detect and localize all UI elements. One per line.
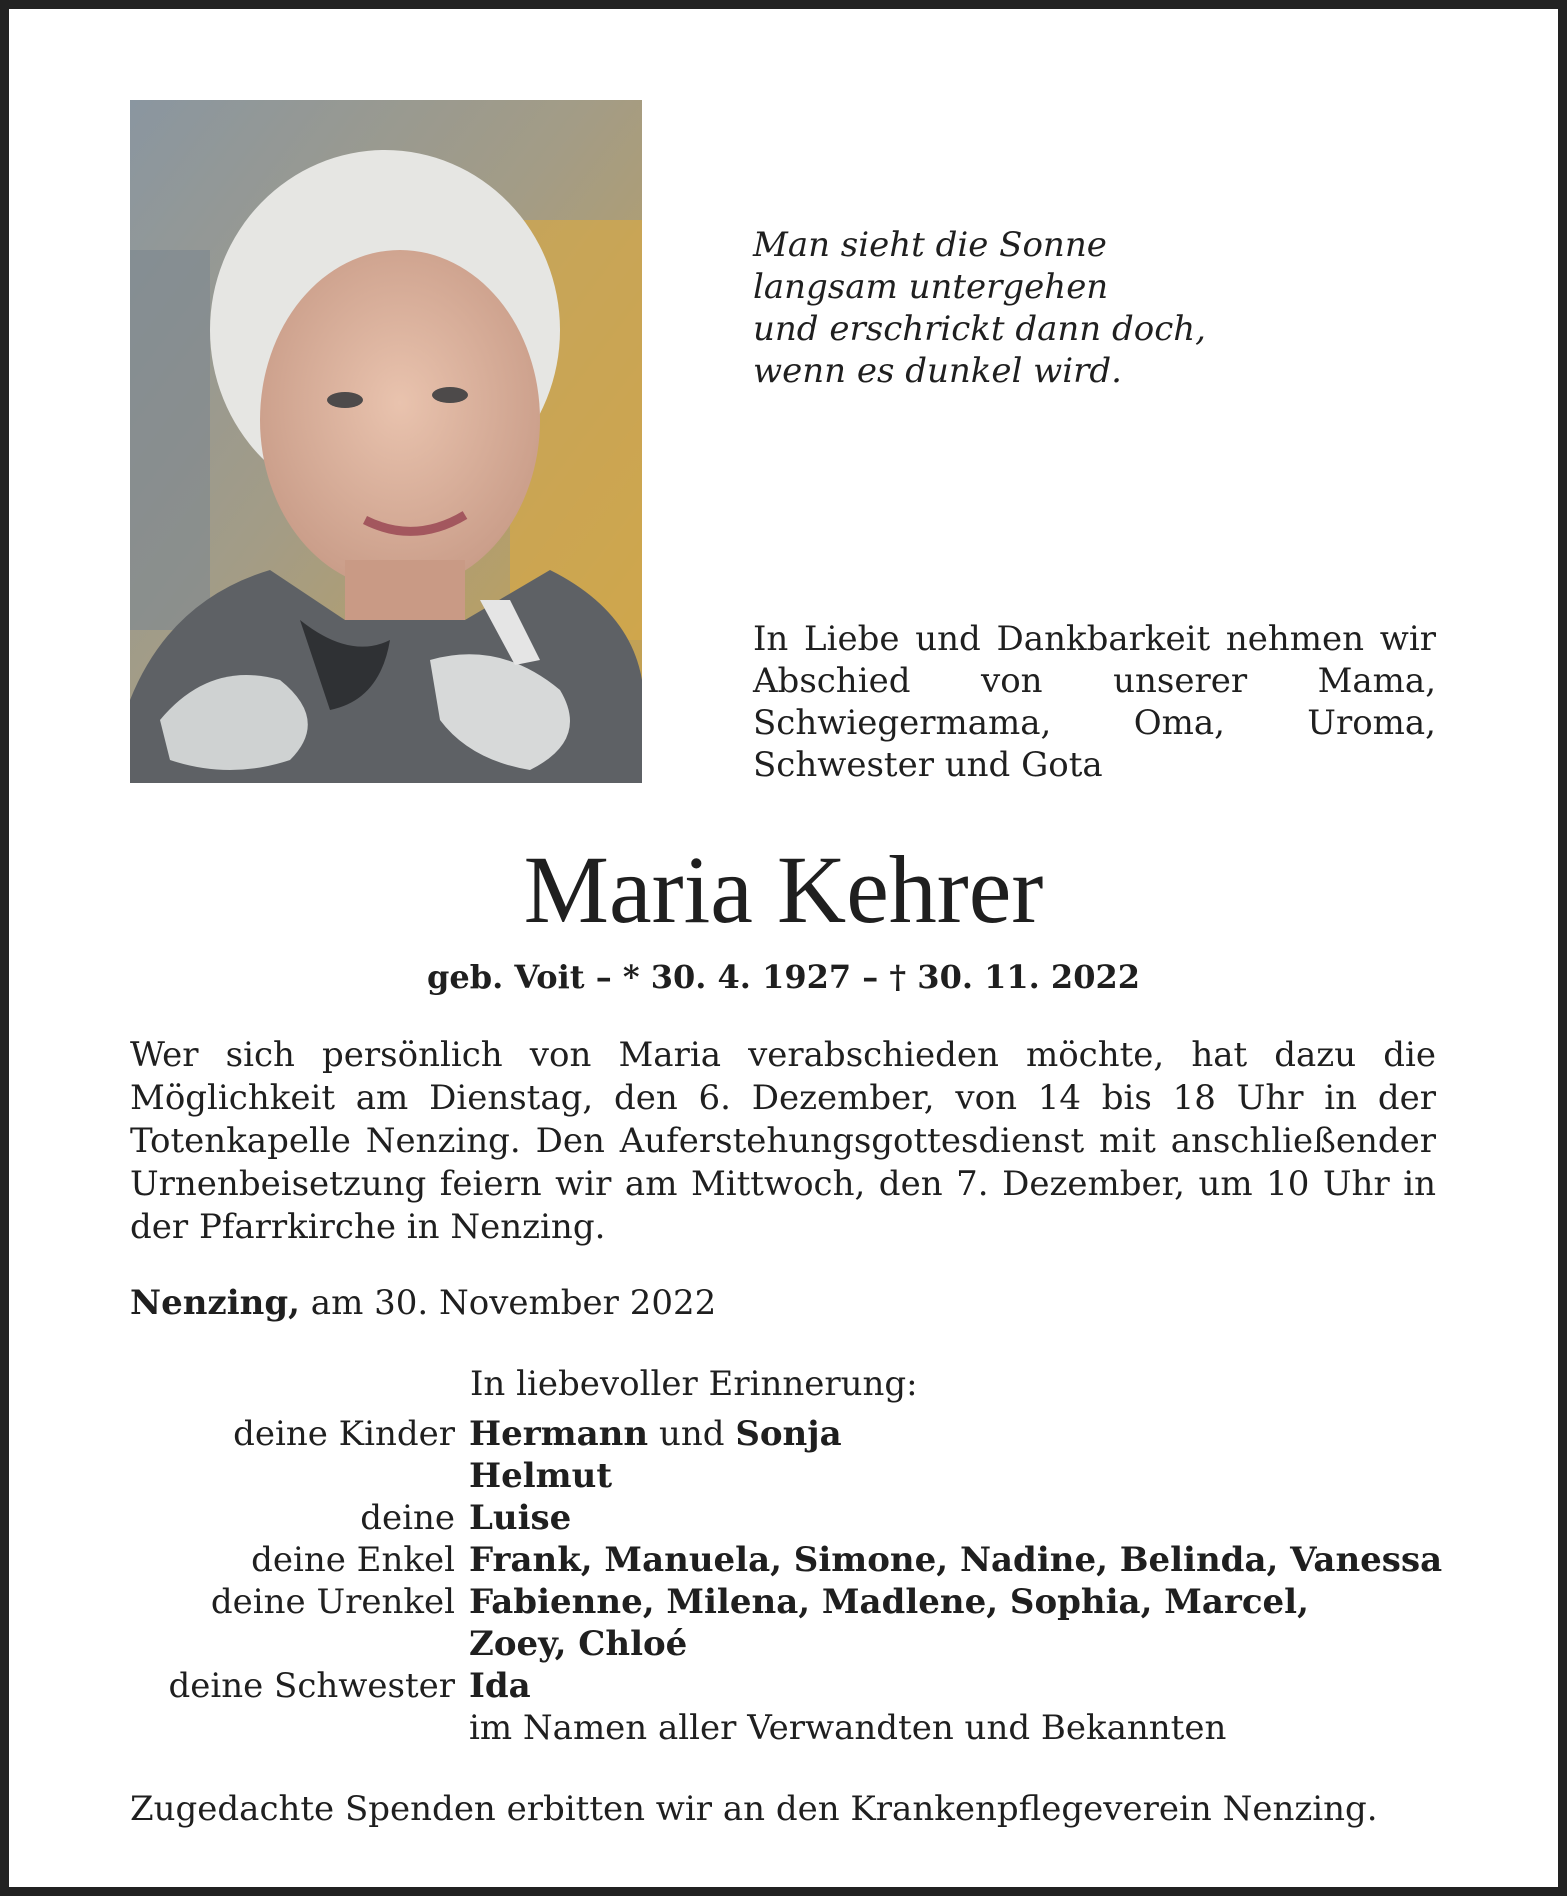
- birth-death-dates: geb. Voit – * 30. 4. 1927 – † 30. 11. 2022: [427, 958, 1140, 996]
- relation-label: [130, 1623, 469, 1665]
- poem-line: wenn es dunkel wird.: [753, 351, 1122, 391]
- relative-names: [469, 1539, 1450, 1581]
- relative-names: [469, 1581, 1450, 1623]
- relatives-closing: im Namen aller Verwandten und Bekannten: [469, 1708, 1227, 1748]
- poem: [753, 224, 1206, 392]
- relation-label: deine Schwester: [168, 1666, 455, 1706]
- place-name: Nenzing,: [130, 1283, 300, 1323]
- relative-name: Sonja: [735, 1414, 842, 1454]
- relative-names: [469, 1623, 1450, 1665]
- family-row: [130, 1413, 1450, 1455]
- family-list: [130, 1413, 1450, 1749]
- relative-name: Zoey, Chloé: [469, 1624, 688, 1664]
- poem-line: und erschrickt dann doch,: [753, 309, 1206, 349]
- relative-name: Ida: [469, 1666, 531, 1706]
- relative-name: Hermann: [469, 1414, 649, 1454]
- relative-names: [469, 1665, 1450, 1707]
- relation-label: deine Urenkel: [210, 1582, 455, 1622]
- relation-label: [130, 1455, 469, 1497]
- date-text: am 30. November 2022: [310, 1283, 717, 1323]
- conjunction: und: [658, 1414, 725, 1454]
- family-row: [130, 1707, 1450, 1749]
- poem-line: langsam untergehen: [753, 267, 1109, 307]
- relation-label: deine Kinder: [233, 1414, 455, 1454]
- relative-names: [469, 1413, 1450, 1455]
- relation-label: deine: [360, 1498, 455, 1538]
- portrait-photo: [130, 100, 642, 783]
- relative-name: Frank, Manuela, Simone, Nadine, Belinda, Vanessa: [469, 1540, 1443, 1580]
- family-row: [130, 1623, 1450, 1665]
- relative-name: Fabienne, Milena, Madlene, Sophia, Marcel,: [469, 1582, 1309, 1622]
- poem-line: Man sieht die Sonne: [753, 225, 1107, 265]
- farewell-intro: In Liebe und Dankbarkeit nehmen wir Abschied von unserer Mama, Schwiegermama, Oma, Uroma, Schwester und Gota: [753, 619, 1436, 785]
- place-date-line: [130, 1282, 716, 1324]
- family-row: [130, 1455, 1450, 1497]
- family-row: [130, 1665, 1450, 1707]
- deceased-name: Maria Kehrer: [523, 836, 1044, 943]
- relative-name: Luise: [469, 1498, 572, 1538]
- relative-names: [469, 1497, 1450, 1539]
- relative-names: [469, 1455, 1450, 1497]
- service-details: Wer sich persönlich von Maria verabschieden möchte, hat dazu die Möglichkeit am Dienstag, den 6. Dezember, von 14 bis 18 Uhr in der Totenkapelle Nenzing. Den Auferstehungsgottesdienst mit anschließender Urnenbeisetzung feiern wir am Mittwoch, den 7. Dezember, um 10 Uhr in der Pfarrkirche in Nenzing.: [130, 1035, 1436, 1247]
- donation-note: Zugedachte Spenden erbitten wir an den Krankenpflegeverein Nenzing.: [130, 1789, 1378, 1829]
- memory-heading: In liebevoller Erinnerung:: [470, 1364, 918, 1404]
- relation-label: deine Enkel: [251, 1540, 455, 1580]
- relation-label: [130, 1707, 469, 1749]
- relative-name: Helmut: [469, 1456, 613, 1496]
- family-row: [130, 1581, 1450, 1623]
- family-row: [130, 1539, 1450, 1581]
- family-row: [130, 1497, 1450, 1539]
